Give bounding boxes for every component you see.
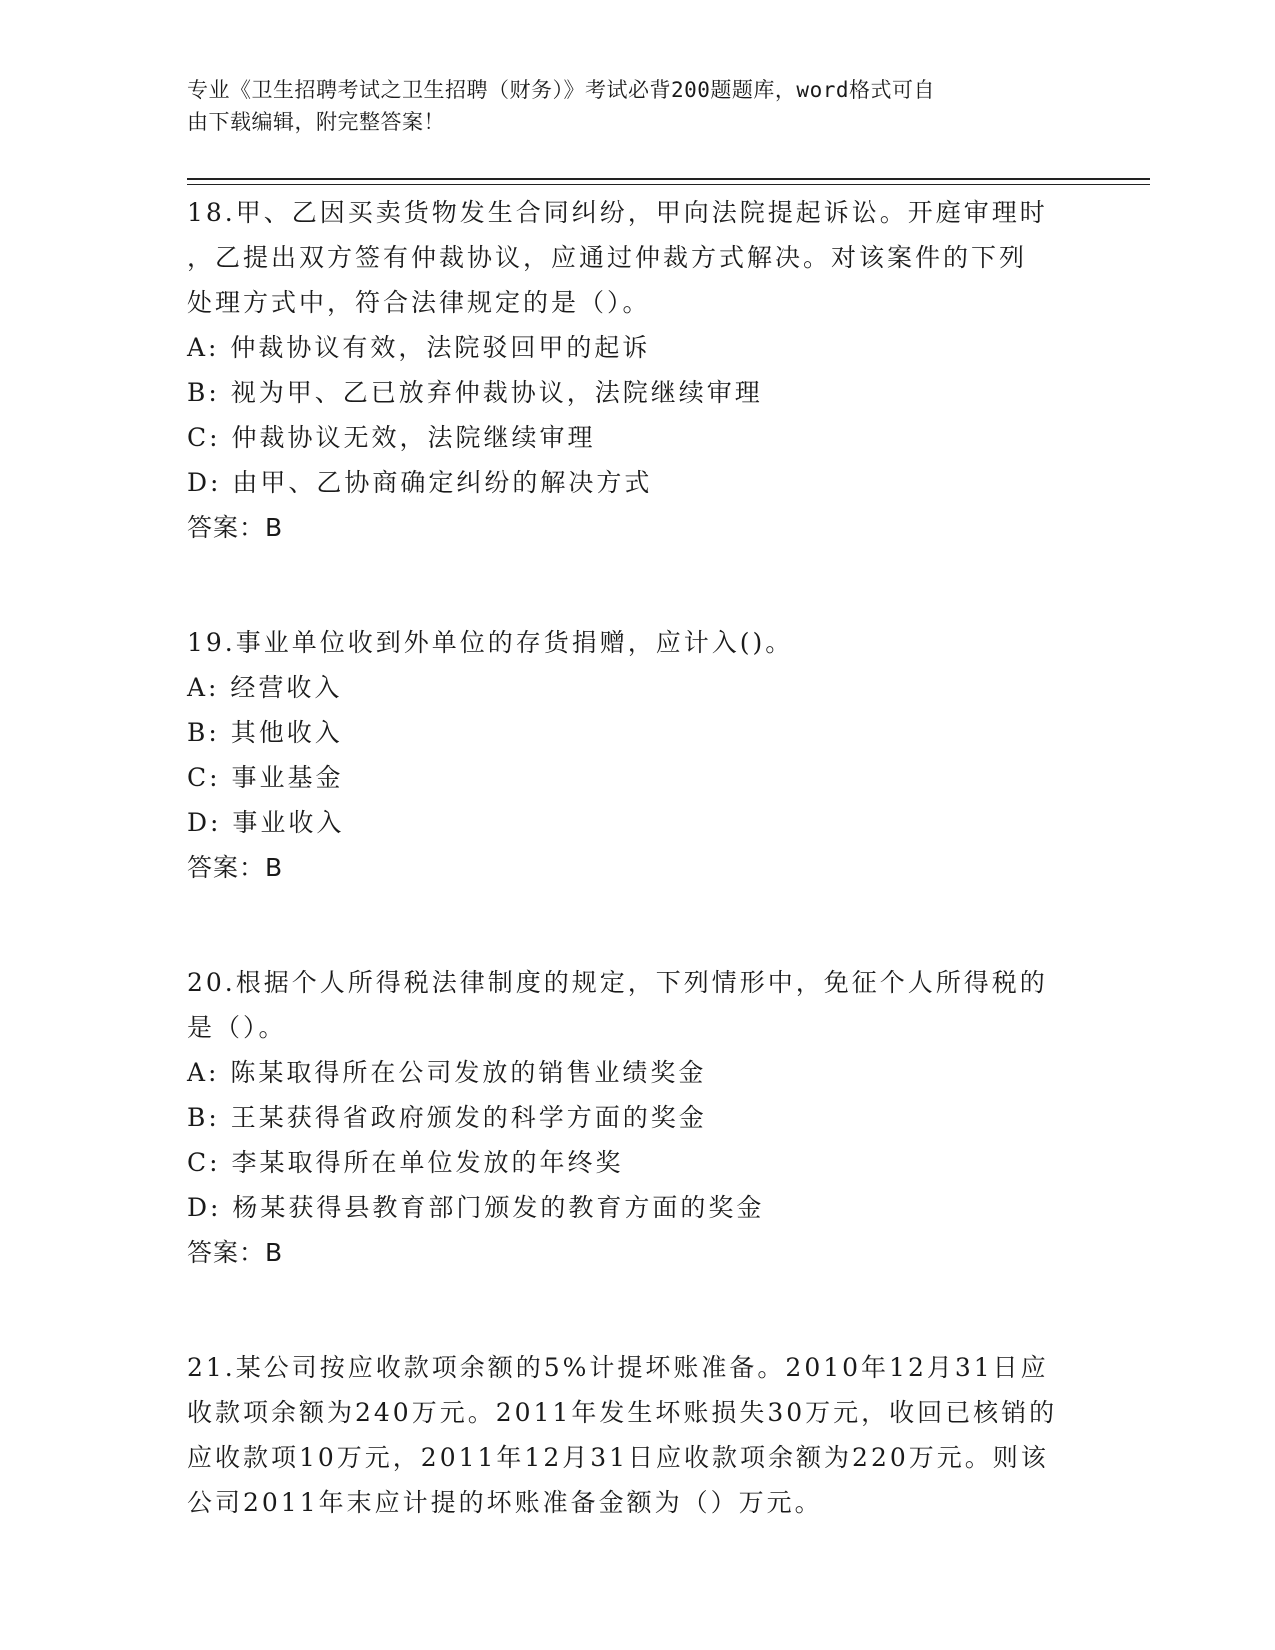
header-divider-thin <box>187 184 1150 185</box>
option-a: A: 经营收入 <box>187 673 343 702</box>
question-spacer <box>187 1275 1087 1345</box>
question-21 <box>187 1345 1087 1525</box>
question-stem-line: 处理方式中，符合法律规定的是（）。 <box>187 288 651 317</box>
question-spacer <box>187 890 1087 960</box>
question-stem-line: 公司2011年末应计提的坏账准备金额为（）万元。 <box>187 1488 823 1517</box>
answer-label: 答案：B <box>187 1238 284 1267</box>
question-stem-line: 19.事业单位收到外单位的存货捐赠，应计入()。 <box>187 628 794 657</box>
option-c: C: 李某取得所在单位发放的年终奖 <box>187 1148 624 1177</box>
question-list <box>187 190 1087 1525</box>
question-18 <box>187 190 1087 550</box>
header-line-1: 专业《卫生招聘考试之卫生招聘（财务）》考试必背200题题库，word格式可自 <box>187 78 935 102</box>
option-b: B: 王某获得省政府颁发的科学方面的奖金 <box>187 1103 707 1132</box>
answer-label: 答案：B <box>187 853 284 882</box>
option-a: A: 仲裁协议有效，法院驳回甲的起诉 <box>187 333 651 362</box>
option-c: C: 事业基金 <box>187 763 344 792</box>
question-stem-line: 是（）。 <box>187 1013 287 1042</box>
question-stem-line: 20.根据个人所得税法律制度的规定，下列情形中，免征个人所得税的 <box>187 968 1048 997</box>
answer-label: 答案：B <box>187 513 284 542</box>
option-b: B: 其他收入 <box>187 718 343 747</box>
question-20 <box>187 960 1087 1275</box>
question-stem-line: ，乙提出双方签有仲裁协议，应通过仲裁方式解决。对该案件的下列 <box>187 243 1028 272</box>
header-line-2: 由下载编辑，附完整答案！ <box>187 110 445 134</box>
question-stem-line: 应收款项10万元，2011年12月31日应收款项余额为220万元。则该 <box>187 1443 1049 1472</box>
header-divider-thick <box>187 178 1150 180</box>
document-header <box>187 74 1067 138</box>
option-d: D: 由甲、乙协商确定纠纷的解决方式 <box>187 468 653 497</box>
option-b: B: 视为甲、乙已放弃仲裁协议，法院继续审理 <box>187 378 763 407</box>
option-a: A: 陈某取得所在公司发放的销售业绩奖金 <box>187 1058 707 1087</box>
option-d: D: 事业收入 <box>187 808 345 837</box>
question-19 <box>187 620 1087 890</box>
question-stem-line: 收款项余额为240万元。2011年发生坏账损失30万元，收回已核销的 <box>187 1398 1058 1427</box>
question-spacer <box>187 550 1087 620</box>
question-stem-line: 21.某公司按应收款项余额的5%计提坏账准备。2010年12月31日应 <box>187 1353 1049 1382</box>
option-d: D: 杨某获得县教育部门颁发的教育方面的奖金 <box>187 1193 765 1222</box>
question-stem-line: 18.甲、乙因买卖货物发生合同纠纷，甲向法院提起诉讼。开庭审理时 <box>187 198 1048 227</box>
option-c: C: 仲裁协议无效，法院继续审理 <box>187 423 596 452</box>
